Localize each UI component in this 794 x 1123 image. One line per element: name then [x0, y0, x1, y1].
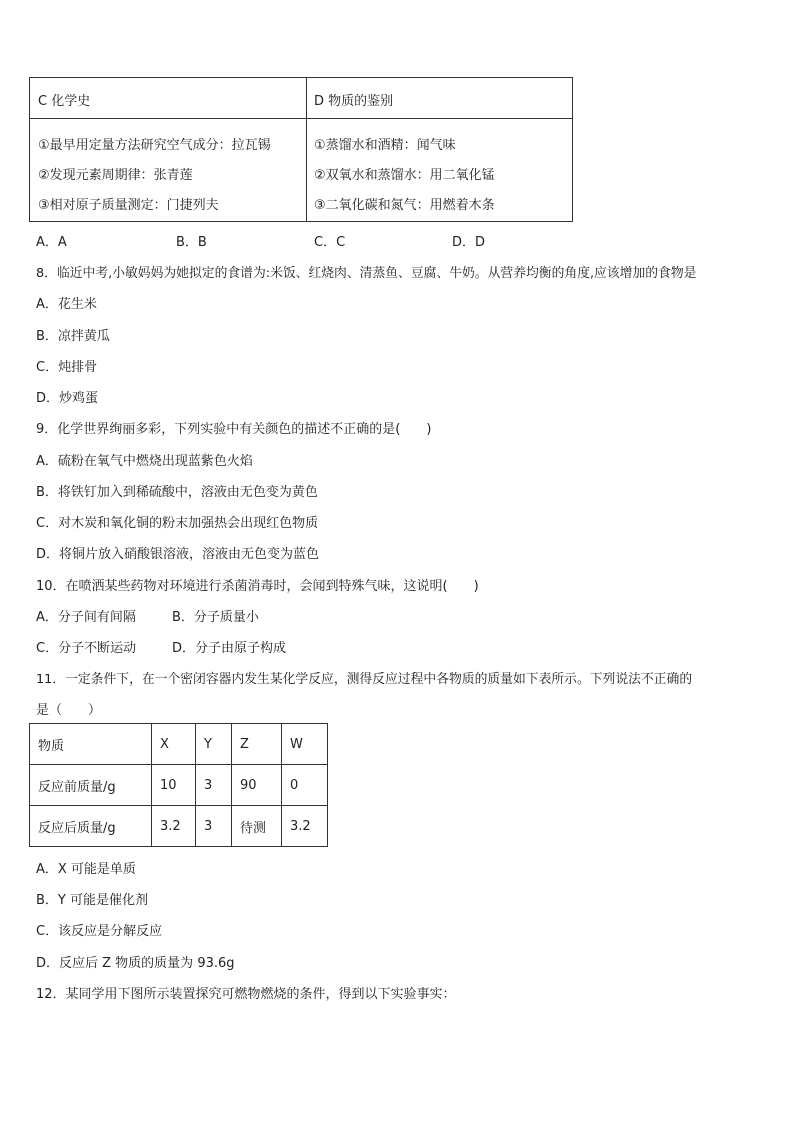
table-header-cell: W — [282, 724, 328, 765]
table-header-d: D 物质的鉴别 — [314, 94, 394, 109]
q9-option-b: B．将铁钉加入到稀硫酸中，溶液由无色变为黄色 — [36, 485, 318, 500]
q11-stem-line1: 11．一定条件下，在一个密闭容器内发生某化学反应，测得反应过程中各物质的质量如下表所示。下列说法不正确的 — [36, 672, 693, 687]
q10-option-c: C．分子不断运动 — [36, 641, 137, 656]
table-header-cell: Y — [196, 724, 232, 765]
table-cell-c-item: ①最早用定量方法研究空气成分：拉瓦锡 — [38, 138, 271, 153]
table-cell: 反应后质量/g — [30, 806, 152, 847]
table-cell: 3.2 — [282, 806, 328, 847]
table-header-cell: Z — [232, 724, 282, 765]
q7-option-b: B．B — [176, 235, 207, 250]
table-cell: 反应前质量/g — [30, 765, 152, 806]
table-cell-c-item: ③相对原子质量测定：门捷列夫 — [38, 198, 219, 213]
q7-option-c: C．C — [314, 235, 346, 250]
table-cell-d-item: ①蒸馏水和酒精：闻气味 — [314, 138, 456, 153]
table-header-cell: 物质 — [30, 724, 152, 765]
table-cell: 3 — [196, 806, 232, 847]
q7-option-a: A．A — [36, 235, 67, 250]
q10-stem: 10．在喷洒某些药物对环境进行杀菌消毒时，会闻到特殊气味，这说明( ) — [36, 579, 479, 594]
table-cell: 90 — [232, 765, 282, 806]
table-header-cell: X — [152, 724, 196, 765]
q11-option-a: A．X 可能是单质 — [36, 862, 136, 877]
q9-option-c: C．对木炭和氧化铜的粉末加强热会出现红色物质 — [36, 516, 319, 531]
q8-option-d: D．炒鸡蛋 — [36, 391, 99, 406]
table-cell: 3 — [196, 765, 232, 806]
q8-option-a: A．花生米 — [36, 297, 97, 312]
table-header-c: C 化学史 — [38, 94, 91, 109]
table-divider-vertical — [306, 78, 307, 221]
table-cell: 3.2 — [152, 806, 196, 847]
q8-option-b: B．凉拌黄瓜 — [36, 329, 110, 344]
comparison-table — [29, 77, 573, 222]
mass-table — [29, 723, 328, 847]
table-cell-d-item: ②双氧水和蒸馏水：用二氧化锰 — [314, 168, 495, 183]
q11-option-c: C．该反应是分解反应 — [36, 924, 163, 939]
q9-option-a: A．硫粉在氧气中燃烧出现蓝紫色火焰 — [36, 454, 253, 469]
q7-option-d: D．D — [452, 235, 486, 250]
table-cell: 待测 — [232, 806, 282, 847]
q12-stem: 12．某同学用下图所示装置探究可燃物燃烧的条件，得到以下实验事实： — [36, 987, 456, 1002]
table-cell-c-item: ②发现元素周期律：张青莲 — [38, 168, 193, 183]
q11-option-d: D．反应后 Z 物质的质量为 93.6g — [36, 956, 235, 971]
q10-option-a: A．分子间有间隔 — [36, 610, 136, 625]
q8-stem: 8．临近中考,小敏妈妈为她拟定的食谱为:米饭、红烧肉、清蒸鱼、豆腐、牛奶。从营养均衡的角度,应该增加的食物是 — [36, 266, 697, 281]
table-header-row — [30, 724, 328, 765]
table-cell: 10 — [152, 765, 196, 806]
q10-option-b: B．分子质量小 — [172, 610, 259, 625]
q9-option-d: D．将铜片放入硝酸银溶液，溶液由无色变为蓝色 — [36, 547, 320, 562]
q10-option-d: D．分子由原子构成 — [172, 641, 287, 656]
table-cell: 0 — [282, 765, 328, 806]
q11-stem-line2: 是（ ） — [36, 703, 102, 718]
table-row — [30, 806, 328, 847]
table-cell-d-item: ③二氧化碳和氮气：用燃着木条 — [314, 198, 495, 213]
table-row — [30, 765, 328, 806]
q11-option-b: B．Y 可能是催化剂 — [36, 893, 148, 908]
q8-option-c: C．炖排骨 — [36, 360, 98, 375]
table-divider-horizontal — [30, 118, 572, 119]
q9-stem: 9．化学世界绚丽多彩，下列实验中有关颜色的描述不正确的是( ) — [36, 422, 432, 437]
